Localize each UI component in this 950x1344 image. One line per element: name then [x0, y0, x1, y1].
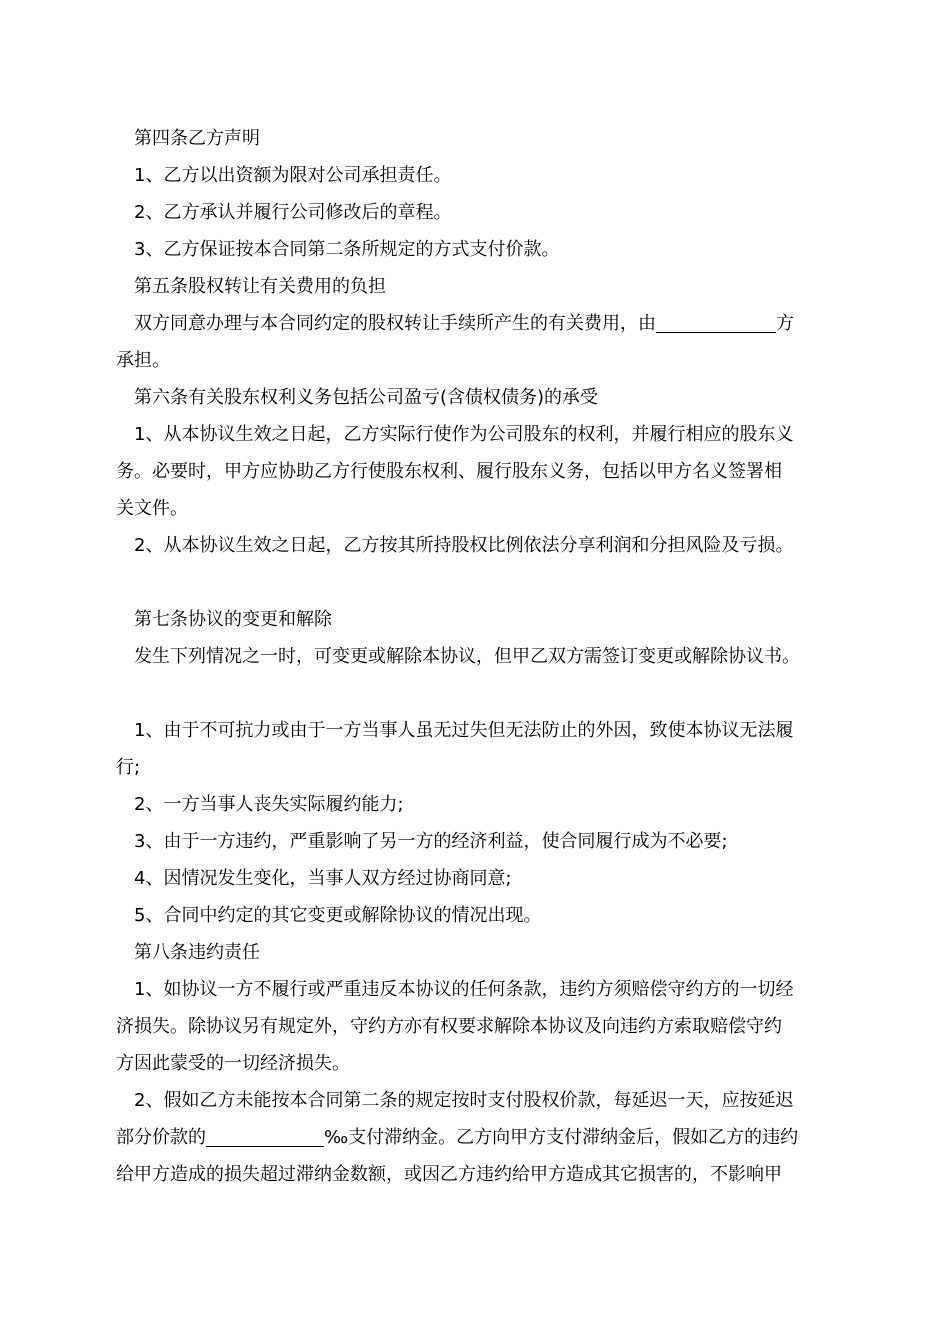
article-4-item-3: 3、乙方保证按本合同第二条所规定的方式支付价款。: [134, 239, 560, 260]
article-6-item-1-line-3: 关文件。: [116, 498, 188, 519]
article-4-heading: 第四条乙方声明: [134, 128, 260, 149]
article-6-heading: 第六条有关股东权利义务包括公司盈亏(含债权债务)的承受: [134, 387, 599, 408]
article-7-item-2: 2、一方当事人丧失实际履约能力;: [134, 794, 404, 815]
spacer: [116, 675, 851, 712]
article-7-intro: 发生下列情况之一时，可变更或解除本协议，但甲乙双方需签订变更或解除协议书。: [134, 646, 800, 667]
article-5-paragraph-line-1: [116, 305, 851, 342]
article-8-item-1-line-2: 济损失。除协议另有规定外，守约方亦有权要求解除本协议及向违约方索取赔偿守约: [116, 1016, 782, 1037]
article-7-item-3: 3、由于一方违约，严重影响了另一方的经济利益，使合同履行成为不必要;: [134, 831, 728, 852]
article-8-item-1-line-3: 方因此蒙受的一切经济损失。: [116, 1053, 350, 1074]
article-7-item-1-line-1: 1、由于不可抗力或由于一方当事人虽无过失但无法防止的外因，致使本协议无法履: [134, 720, 794, 741]
article-7-item-4: 4、因情况发生变化，当事人双方经过协商同意;: [134, 868, 512, 889]
article-6-item-1-line-1: 1、从本协议生效之日起，乙方实际行使作为公司股东的权利，并履行相应的股东义: [134, 424, 794, 445]
article-5-paragraph-line-2: 承担。: [116, 350, 170, 371]
article-8-item-2-text-end: ‰支付滞纳金。乙方向甲方支付滞纳金后，假如乙方的违约: [324, 1127, 799, 1148]
article-8-item-2-line-1: 2、假如乙方未能按本合同第二条的规定按时支付股权价款，每延迟一天，应按延迟: [134, 1090, 794, 1111]
article-5-heading: 第五条股权转让有关费用的负担: [134, 276, 386, 297]
contract-body: [116, 120, 851, 1193]
article-6-item-1-line-2: 务。必要时，甲方应协助乙方行使股东权利、履行股东义务，包括以甲方名义签署相: [116, 461, 782, 482]
article-8-item-2-line-3: 给甲方造成的损失超过滞纳金数额，或因乙方违约给甲方造成其它损害的，不影响甲: [116, 1164, 782, 1185]
article-5-text: 双方同意办理与本合同约定的股权转让手续所产生的有关费用，由: [134, 313, 656, 334]
article-7-item-1-line-2: 行;: [116, 757, 141, 778]
article-7-heading: 第七条协议的变更和解除: [134, 609, 332, 630]
article-8-item-2-text: 部分价款的: [116, 1127, 206, 1148]
article-4-item-1: 1、乙方以出资额为限对公司承担责任。: [134, 165, 452, 186]
article-4-item-2: 2、乙方承认并履行公司修改后的章程。: [134, 202, 452, 223]
fill-blank-rate: [206, 1124, 324, 1147]
article-8-item-2-line-2: [116, 1119, 851, 1156]
article-7-item-5: 5、合同中约定的其它变更或解除协议的情况出现。: [134, 905, 542, 926]
article-5-text-end: 方: [776, 313, 794, 334]
article-6-item-2: 2、从本协议生效之日起，乙方按其所持股权比例依法分享利润和分担风险及亏损。: [134, 535, 794, 556]
article-8-item-1-line-1: 1、如协议一方不履行或严重违反本协议的任何条款，违约方须赔偿守约方的一切经: [134, 979, 794, 1000]
fill-blank-party: [656, 310, 776, 333]
article-8-heading: 第八条违约责任: [134, 942, 260, 963]
spacer: [116, 564, 851, 601]
